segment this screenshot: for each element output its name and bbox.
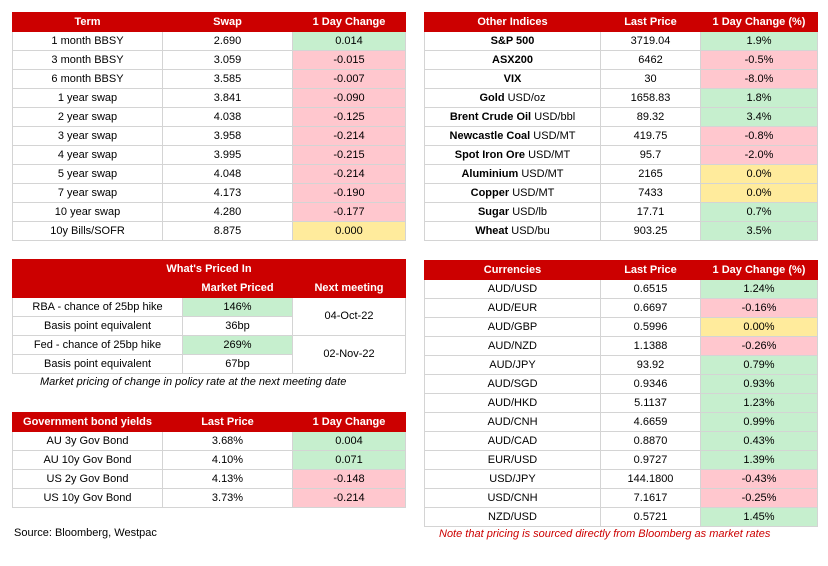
change-cell: -0.25% bbox=[701, 489, 818, 508]
table-row bbox=[425, 299, 818, 318]
indices-header-change: 1 Day Change (%) bbox=[701, 13, 818, 32]
bond-header-change: 1 Day Change bbox=[293, 413, 406, 432]
index-price-cell: 1658.83 bbox=[601, 89, 701, 108]
change-cell: 1.8% bbox=[701, 89, 818, 108]
pair-cell: NZD/USD bbox=[425, 508, 601, 527]
fx-price-cell: 0.6515 bbox=[601, 280, 701, 299]
bond-table bbox=[12, 412, 406, 508]
swap-value-cell: 3.059 bbox=[163, 51, 293, 70]
source-note: Source: Bloomberg, Westpac bbox=[14, 527, 157, 539]
table-row bbox=[425, 203, 818, 222]
index-unit: USD/MT bbox=[528, 148, 571, 161]
change-cell: 1.39% bbox=[701, 451, 818, 470]
table-row bbox=[13, 146, 406, 165]
change-cell: 0.014 bbox=[293, 32, 406, 51]
index-name: Aluminium bbox=[461, 167, 519, 180]
bond-rows bbox=[13, 432, 406, 508]
table-row bbox=[425, 32, 818, 51]
change-cell: -0.8% bbox=[701, 127, 818, 146]
change-cell: 0.071 bbox=[293, 451, 406, 470]
term-cell: 7 year swap bbox=[13, 184, 163, 203]
currencies-header-change: 1 Day Change (%) bbox=[701, 261, 818, 280]
index-name: Spot Iron Ore bbox=[454, 148, 526, 161]
table-row bbox=[425, 127, 818, 146]
bond-name-cell: AU 3y Gov Bond bbox=[13, 432, 163, 451]
pair-cell: USD/JPY bbox=[425, 470, 601, 489]
table-row bbox=[13, 298, 406, 317]
swap-value-cell: 3.958 bbox=[163, 127, 293, 146]
index-name: S&P 500 bbox=[490, 34, 535, 47]
swap-value-cell: 2.690 bbox=[163, 32, 293, 51]
index-unit: USD/bu bbox=[511, 224, 550, 237]
table-row bbox=[425, 470, 818, 489]
priced-value-cell: 36bp bbox=[183, 317, 293, 336]
term-cell: 10y Bills/SOFR bbox=[13, 222, 163, 241]
index-name: Brent Crude Oil bbox=[449, 110, 532, 123]
priced-title-row bbox=[13, 260, 406, 279]
table-row bbox=[13, 32, 406, 51]
change-cell: 1.9% bbox=[701, 32, 818, 51]
priced-label-cell: Fed - chance of 25bp hike bbox=[13, 336, 183, 355]
table-row bbox=[425, 222, 818, 241]
priced-rows bbox=[13, 298, 406, 374]
fx-price-cell: 7.1617 bbox=[601, 489, 701, 508]
change-cell: 1.23% bbox=[701, 394, 818, 413]
pair-cell: USD/CNH bbox=[425, 489, 601, 508]
table-row bbox=[13, 70, 406, 89]
index-name: VIX bbox=[503, 72, 522, 85]
change-cell: -0.148 bbox=[293, 470, 406, 489]
table-row bbox=[425, 70, 818, 89]
table-row bbox=[425, 394, 818, 413]
pair-cell: AUD/JPY bbox=[425, 356, 601, 375]
table-row bbox=[425, 356, 818, 375]
change-cell: -0.125 bbox=[293, 108, 406, 127]
indices-rows bbox=[425, 32, 818, 241]
change-cell: 0.0% bbox=[701, 184, 818, 203]
currencies-rows bbox=[425, 280, 818, 527]
swap-header-row bbox=[13, 13, 406, 32]
swap-value-cell: 3.841 bbox=[163, 89, 293, 108]
index-unit: USD/MT bbox=[512, 186, 555, 199]
pair-cell: AUD/NZD bbox=[425, 337, 601, 356]
table-row bbox=[13, 203, 406, 222]
change-cell: 1.45% bbox=[701, 508, 818, 527]
priced-value-cell: 269% bbox=[183, 336, 293, 355]
index-name-cell bbox=[425, 184, 601, 203]
table-row bbox=[13, 489, 406, 508]
index-unit: USD/oz bbox=[507, 91, 546, 104]
table-row bbox=[425, 508, 818, 527]
index-price-cell: 903.25 bbox=[601, 222, 701, 241]
change-cell: -0.215 bbox=[293, 146, 406, 165]
pair-cell: AUD/CNH bbox=[425, 413, 601, 432]
fx-price-cell: 0.6697 bbox=[601, 299, 701, 318]
change-cell: 0.7% bbox=[701, 203, 818, 222]
bond-price-cell: 4.10% bbox=[163, 451, 293, 470]
table-row bbox=[13, 222, 406, 241]
term-cell: 1 month BBSY bbox=[13, 32, 163, 51]
table-row bbox=[425, 146, 818, 165]
pair-cell: AUD/SGD bbox=[425, 375, 601, 394]
swap-rows bbox=[13, 32, 406, 241]
table-row bbox=[425, 451, 818, 470]
table-row bbox=[425, 413, 818, 432]
table-row bbox=[13, 432, 406, 451]
change-cell: 0.004 bbox=[293, 432, 406, 451]
change-cell: -8.0% bbox=[701, 70, 818, 89]
currencies-header-price: Last Price bbox=[601, 261, 701, 280]
priced-title: What's Priced In bbox=[13, 260, 406, 279]
table-row bbox=[13, 89, 406, 108]
index-unit: USD/MT bbox=[521, 167, 564, 180]
change-cell: -0.007 bbox=[293, 70, 406, 89]
index-price-cell: 17.71 bbox=[601, 203, 701, 222]
fx-price-cell: 0.8870 bbox=[601, 432, 701, 451]
index-name-cell bbox=[425, 146, 601, 165]
index-name: Sugar bbox=[477, 205, 510, 218]
currencies-header-row bbox=[425, 261, 818, 280]
pair-cell: AUD/HKD bbox=[425, 394, 601, 413]
indices-table bbox=[424, 12, 818, 241]
index-name-cell bbox=[425, 32, 601, 51]
change-cell: -0.090 bbox=[293, 89, 406, 108]
index-name: ASX200 bbox=[492, 53, 533, 66]
fx-price-cell: 5.1137 bbox=[601, 394, 701, 413]
index-price-cell: 95.7 bbox=[601, 146, 701, 165]
change-cell: 0.00% bbox=[701, 318, 818, 337]
index-name: Gold bbox=[479, 91, 505, 104]
swap-value-cell: 4.048 bbox=[163, 165, 293, 184]
change-cell: 1.24% bbox=[701, 280, 818, 299]
fx-price-cell: 93.92 bbox=[601, 356, 701, 375]
priced-in-table bbox=[12, 259, 406, 374]
index-name-cell bbox=[425, 165, 601, 184]
change-cell: -0.16% bbox=[701, 299, 818, 318]
table-row bbox=[13, 451, 406, 470]
change-cell: 3.4% bbox=[701, 108, 818, 127]
table-row bbox=[425, 432, 818, 451]
bond-price-cell: 3.68% bbox=[163, 432, 293, 451]
table-row bbox=[425, 51, 818, 70]
priced-header-row bbox=[13, 279, 406, 298]
table-row bbox=[13, 165, 406, 184]
bond-name-cell: AU 10y Gov Bond bbox=[13, 451, 163, 470]
term-cell: 2 year swap bbox=[13, 108, 163, 127]
priced-value-cell: 146% bbox=[183, 298, 293, 317]
fx-price-cell: 0.9346 bbox=[601, 375, 701, 394]
bond-header-row bbox=[13, 413, 406, 432]
index-name-cell bbox=[425, 51, 601, 70]
table-row bbox=[425, 489, 818, 508]
index-name-cell bbox=[425, 89, 601, 108]
priced-header-blank bbox=[13, 279, 183, 298]
table-row bbox=[13, 51, 406, 70]
table-row bbox=[425, 318, 818, 337]
change-cell: 0.99% bbox=[701, 413, 818, 432]
change-cell: 0.43% bbox=[701, 432, 818, 451]
term-cell: 3 month BBSY bbox=[13, 51, 163, 70]
change-cell: 0.79% bbox=[701, 356, 818, 375]
index-name-cell bbox=[425, 222, 601, 241]
table-row bbox=[425, 108, 818, 127]
change-cell: -0.214 bbox=[293, 127, 406, 146]
pair-cell: AUD/EUR bbox=[425, 299, 601, 318]
fx-price-cell: 0.5996 bbox=[601, 318, 701, 337]
term-cell: 4 year swap bbox=[13, 146, 163, 165]
table-row bbox=[425, 165, 818, 184]
change-cell: -0.214 bbox=[293, 489, 406, 508]
priced-header-market: Market Priced bbox=[183, 279, 293, 298]
priced-header-meeting: Next meeting bbox=[293, 279, 406, 298]
table-row bbox=[425, 89, 818, 108]
indices-header-row bbox=[425, 13, 818, 32]
change-cell: -0.26% bbox=[701, 337, 818, 356]
table-row bbox=[13, 108, 406, 127]
swap-header-swap: Swap bbox=[163, 13, 293, 32]
swap-header-term: Term bbox=[13, 13, 163, 32]
change-cell: -0.43% bbox=[701, 470, 818, 489]
swap-table bbox=[12, 12, 406, 241]
table-row bbox=[425, 280, 818, 299]
index-price-cell: 89.32 bbox=[601, 108, 701, 127]
swap-value-cell: 8.875 bbox=[163, 222, 293, 241]
fx-price-cell: 144.1800 bbox=[601, 470, 701, 489]
index-price-cell: 2165 bbox=[601, 165, 701, 184]
change-cell: 0.93% bbox=[701, 375, 818, 394]
term-cell: 1 year swap bbox=[13, 89, 163, 108]
change-cell: -2.0% bbox=[701, 146, 818, 165]
index-price-cell: 7433 bbox=[601, 184, 701, 203]
pair-cell: AUD/CAD bbox=[425, 432, 601, 451]
table-row bbox=[425, 337, 818, 356]
bond-header-name: Government bond yields bbox=[13, 413, 163, 432]
priced-note: Market pricing of change in policy rate at the next meeting date bbox=[40, 376, 347, 388]
term-cell: 10 year swap bbox=[13, 203, 163, 222]
bond-header-price: Last Price bbox=[163, 413, 293, 432]
priced-value-cell: 67bp bbox=[183, 355, 293, 374]
index-price-cell: 419.75 bbox=[601, 127, 701, 146]
index-unit: USD/lb bbox=[512, 205, 548, 218]
pair-cell: AUD/USD bbox=[425, 280, 601, 299]
next-meeting-cell: 02-Nov-22 bbox=[293, 336, 406, 374]
swap-header-change: 1 Day Change bbox=[293, 13, 406, 32]
indices-header-price: Last Price bbox=[601, 13, 701, 32]
change-cell: -0.015 bbox=[293, 51, 406, 70]
swap-value-cell: 3.585 bbox=[163, 70, 293, 89]
term-cell: 3 year swap bbox=[13, 127, 163, 146]
table-row bbox=[13, 127, 406, 146]
change-cell: -0.177 bbox=[293, 203, 406, 222]
currencies-table bbox=[424, 260, 818, 527]
priced-label-cell: Basis point equivalent bbox=[13, 317, 183, 336]
index-name: Newcastle Coal bbox=[449, 129, 531, 142]
fx-price-cell: 4.6659 bbox=[601, 413, 701, 432]
table-row bbox=[13, 184, 406, 203]
table-row bbox=[13, 470, 406, 489]
currencies-header-pair: Currencies bbox=[425, 261, 601, 280]
pricing-note: Note that pricing is sourced directly from Bloomberg as market rates bbox=[439, 528, 771, 540]
term-cell: 6 month BBSY bbox=[13, 70, 163, 89]
change-cell: -0.214 bbox=[293, 165, 406, 184]
table-row bbox=[425, 375, 818, 394]
index-name-cell bbox=[425, 108, 601, 127]
pair-cell: EUR/USD bbox=[425, 451, 601, 470]
bond-price-cell: 4.13% bbox=[163, 470, 293, 489]
index-name-cell bbox=[425, 127, 601, 146]
index-unit: USD/MT bbox=[533, 129, 576, 142]
bond-price-cell: 3.73% bbox=[163, 489, 293, 508]
swap-value-cell: 3.995 bbox=[163, 146, 293, 165]
pair-cell: AUD/GBP bbox=[425, 318, 601, 337]
fx-price-cell: 0.9727 bbox=[601, 451, 701, 470]
fx-price-cell: 0.5721 bbox=[601, 508, 701, 527]
priced-label-cell: RBA - chance of 25bp hike bbox=[13, 298, 183, 317]
priced-label-cell: Basis point equivalent bbox=[13, 355, 183, 374]
change-cell: 0.0% bbox=[701, 165, 818, 184]
bond-name-cell: US 10y Gov Bond bbox=[13, 489, 163, 508]
index-price-cell: 3719.04 bbox=[601, 32, 701, 51]
index-price-cell: 6462 bbox=[601, 51, 701, 70]
index-price-cell: 30 bbox=[601, 70, 701, 89]
bond-name-cell: US 2y Gov Bond bbox=[13, 470, 163, 489]
swap-value-cell: 4.280 bbox=[163, 203, 293, 222]
index-unit: USD/bbl bbox=[534, 110, 576, 123]
change-cell: -0.190 bbox=[293, 184, 406, 203]
swap-value-cell: 4.038 bbox=[163, 108, 293, 127]
table-row bbox=[13, 336, 406, 355]
change-cell: -0.5% bbox=[701, 51, 818, 70]
term-cell: 5 year swap bbox=[13, 165, 163, 184]
indices-header-name: Other Indices bbox=[425, 13, 601, 32]
fx-price-cell: 1.1388 bbox=[601, 337, 701, 356]
table-row bbox=[425, 184, 818, 203]
next-meeting-cell: 04-Oct-22 bbox=[293, 298, 406, 336]
index-name: Wheat bbox=[475, 224, 509, 237]
swap-value-cell: 4.173 bbox=[163, 184, 293, 203]
index-name: Copper bbox=[470, 186, 510, 199]
index-name-cell bbox=[425, 203, 601, 222]
change-cell: 0.000 bbox=[293, 222, 406, 241]
change-cell: 3.5% bbox=[701, 222, 818, 241]
index-name-cell bbox=[425, 70, 601, 89]
